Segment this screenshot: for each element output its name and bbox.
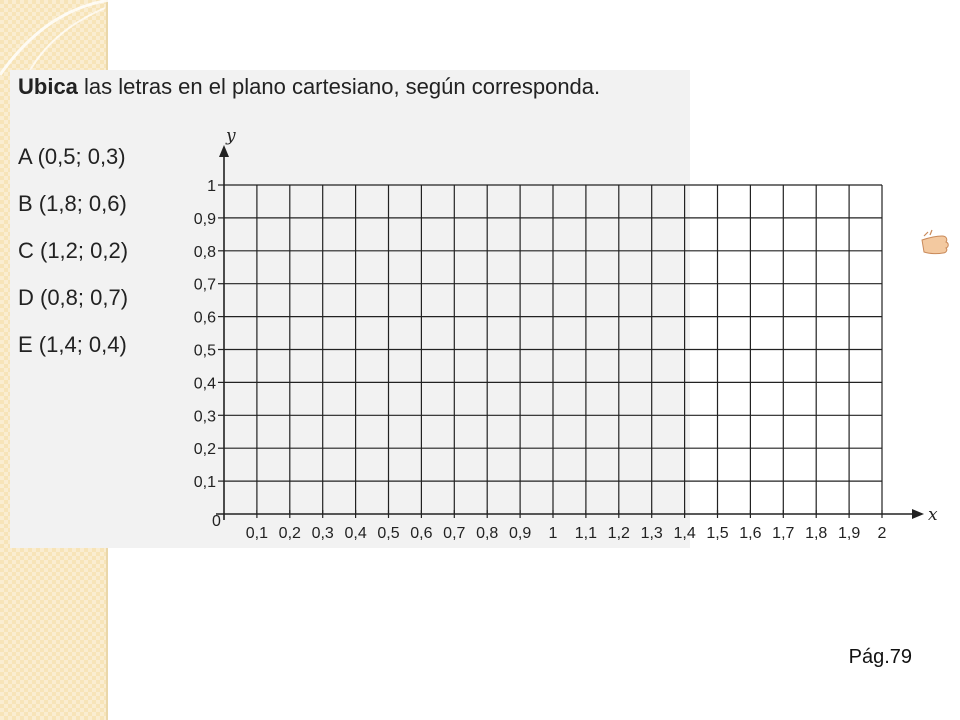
x-tick-label: 1,1: [574, 525, 598, 542]
instruction-rest: las letras en el plano cartesiano, según corresponda.: [77, 74, 601, 99]
instruction-bold-word: Ubica: [18, 74, 78, 99]
x-tick-label: 1,3: [640, 525, 663, 542]
x-axis-label: x: [928, 505, 938, 525]
y-tick-label: 0,9: [193, 210, 216, 228]
origin-label: 0: [212, 513, 221, 530]
page-number: Pág.79: [848, 646, 912, 668]
hand-pointer-icon: [918, 226, 952, 260]
y-tick-label: 0,3: [193, 408, 216, 426]
x-tick-label: 1,6: [739, 525, 762, 542]
x-tick-label: 0,7: [443, 525, 466, 542]
y-tick-label: 1: [207, 178, 216, 195]
y-tick-label: 0,6: [193, 309, 216, 327]
x-tick-label: 1,9: [837, 525, 861, 542]
x-tick-label: 0,4: [344, 525, 367, 542]
x-tick-label: 1,8: [805, 525, 828, 542]
y-tick-label: 0,4: [193, 375, 216, 393]
y-tick-label: 0,1: [193, 474, 216, 492]
point-d-label: D (0,8; 0,7): [18, 285, 129, 310]
x-tick-label: 1,4: [673, 525, 696, 542]
x-tick-label: 0,8: [476, 525, 499, 542]
x-tick-label: 0,5: [377, 525, 400, 542]
x-tick-label: 1,2: [607, 525, 630, 542]
cartesian-plane: [190, 118, 950, 558]
x-tick-label: 0,1: [245, 525, 269, 542]
point-b-label: B (1,8; 0,6): [18, 191, 127, 216]
grid: [224, 185, 882, 514]
x-axis-arrow: [912, 509, 924, 519]
x-tick-label: 2: [877, 525, 887, 542]
x-tick-label: 0,6: [410, 525, 433, 542]
y-tick-label: 0,5: [193, 342, 216, 360]
point-c-label: C (1,2; 0,2): [18, 238, 129, 263]
point-a-label: A (0,5; 0,3): [18, 144, 126, 169]
y-tick-label: 0,2: [193, 441, 216, 459]
x-tick-label: 1,5: [706, 525, 729, 542]
y-axis-arrow: [219, 145, 229, 157]
x-tick-label: 1,7: [772, 525, 795, 542]
y-axis-label: y: [226, 126, 236, 146]
x-tick-label: 0,2: [278, 525, 301, 542]
x-tick-label: 0,9: [508, 525, 532, 542]
x-tick-label: 0,3: [311, 525, 334, 542]
y-tick-labels: [194, 178, 216, 491]
point-e-label: E (1,4; 0,4): [18, 332, 127, 357]
x-tick-label: 1: [548, 525, 558, 542]
y-tick-label: 0,7: [193, 276, 216, 294]
x-tick-labels: [246, 525, 887, 542]
y-tick-label: 0,8: [193, 243, 216, 261]
instruction-text: [18, 74, 600, 100]
